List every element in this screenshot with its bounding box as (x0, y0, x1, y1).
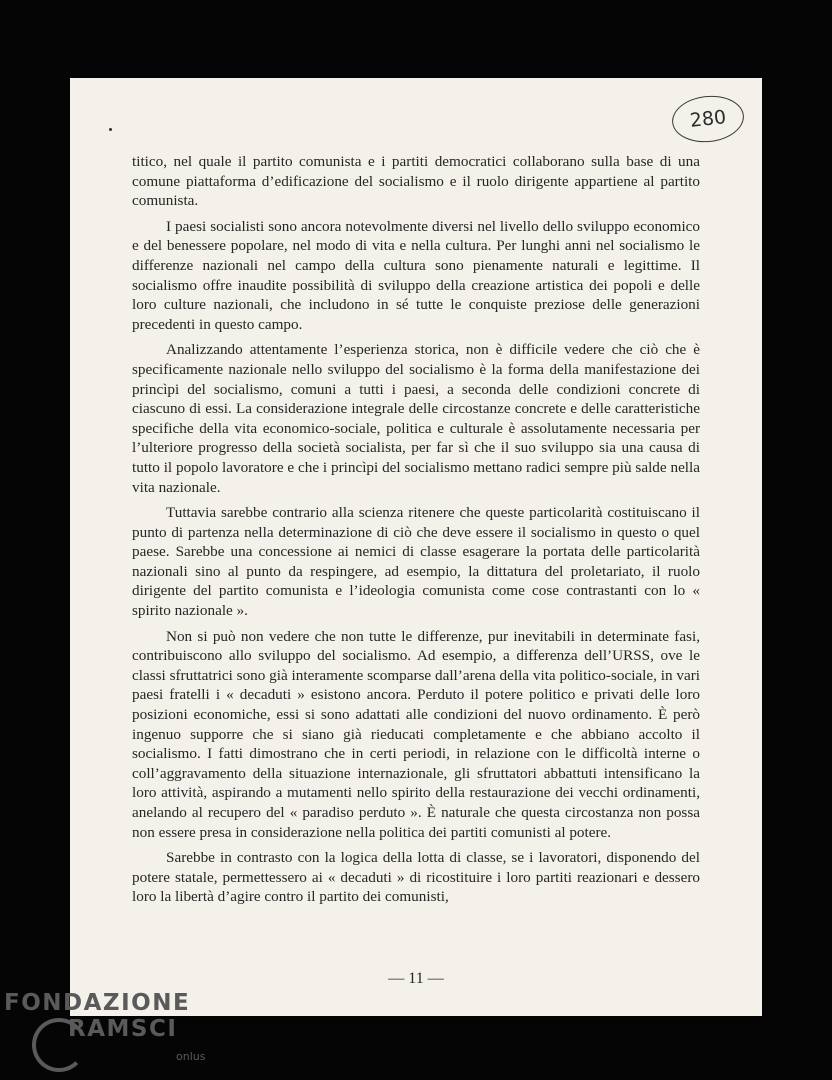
fondazione-gramsci-watermark (4, 990, 214, 1080)
paragraph: titico, nel quale il partito comunista e i partiti democratici collaborano sulla base di una comune piattaforma d’edificazione del socialismo e il ruolo dirigente appartiene al partito comunista. (132, 153, 700, 210)
ink-speck (109, 128, 112, 131)
body-text (132, 152, 700, 913)
watermark-line2: RAMSCI (68, 1016, 178, 1042)
archive-number-stamp: 280 (670, 92, 746, 145)
watermark-line3: onlus (176, 1050, 206, 1063)
paragraph: Analizzando attentamente l’esperienza storica, non è difficile vedere che ciò che è specificamente nazionale nello sviluppo del socialismo è la forma della manifestazione dei princìpi del socialismo, comuni a tutti i paesi, a seconda delle condizioni concrete di ciascuno di essi. La considerazione integrale delle circostanze concrete e delle caratteristiche specifiche della vita economico-sociale, politica e culturale è assolutamente necessaria per l’ulteriore progresso della società socialista, per far sì che il suo sviluppo sia una causa di tutto il popolo lavoratore e che i princìpi del socialismo mettano radici sempre più salde nella vita nazionale. (132, 341, 700, 496)
paragraph: Non si può non vedere che non tutte le differenze, pur inevitabili in determinate fasi, contribuiscono allo sviluppo del socialismo. Ad esempio, a differenza dell’URSS, ove le classi sfruttatrici sono già interamente scomparse dall’arena della vita politico-sociale, in vari paesi fratelli i « decaduti » esistono ancora. Perduto il potere politico e privati delle loro posizioni economiche, essi si sono adattati alle condizioni del nuovo ordinamento. È però ingenuo supporre che si siano già rieducati completamente e che abbiano accolto il socialismo. I fatti dimostrano che in certi periodi, in relazione con le difficoltà interne o coll’aggravamento della situazione internazionale, gli sfruttatori abbattuti intensificano la loro attività, aspirando a mutamenti nello spirito della restaurazione dei vecchi ordinamenti, anelando al recupero del « paradiso perduto ». È naturale che questa circostanza non possa non essere presa in considerazione nella politica dei partiti comunisti al potere. (132, 627, 700, 841)
paragraph: I paesi socialisti sono ancora notevolmente diversi nel livello dello sviluppo economico e del benessere popolare, nel modo di vita e nella cultura. Per lunghi anni nel socialismo le differenze nazionali nel campo della cultura sono pienamente naturali e legittime. Il socialismo offre inaudite possibilità di sviluppo della creazione artistica dei popoli e delle loro culture nazionali, che includono in sé tutte le conquiste preziose delle generazioni precedenti in questo campo. (132, 217, 700, 333)
watermark-line1: FONDAZIONE (4, 990, 191, 1016)
paragraph: Tuttavia sarebbe contrario alla scienza ritenere che queste particolarità costituiscano il punto di partenza nella determinazione di ciò che deve essere il socialismo in questo o quel paese. Sarebbe una concessione ai nemici di classe esagerare la portata delle particolarità nazionali sino al punto da respingere, ad esempio, la dittatura del proletariato, il ruolo dirigente del partito comunista e l’ideologia comunista come cose contrastanti con lo « spirito nazionale ». (132, 504, 700, 620)
page-folio: — 11 — (388, 970, 444, 987)
paragraph: Sarebbe in contrasto con la logica della lotta di classe, se i lavoratori, disponendo del potere statale, permettessero ai « decaduti » di ricostituire i loro partiti reazionari e dessero loro la libertà d’agire contro il partito dei comunisti, (132, 849, 700, 906)
